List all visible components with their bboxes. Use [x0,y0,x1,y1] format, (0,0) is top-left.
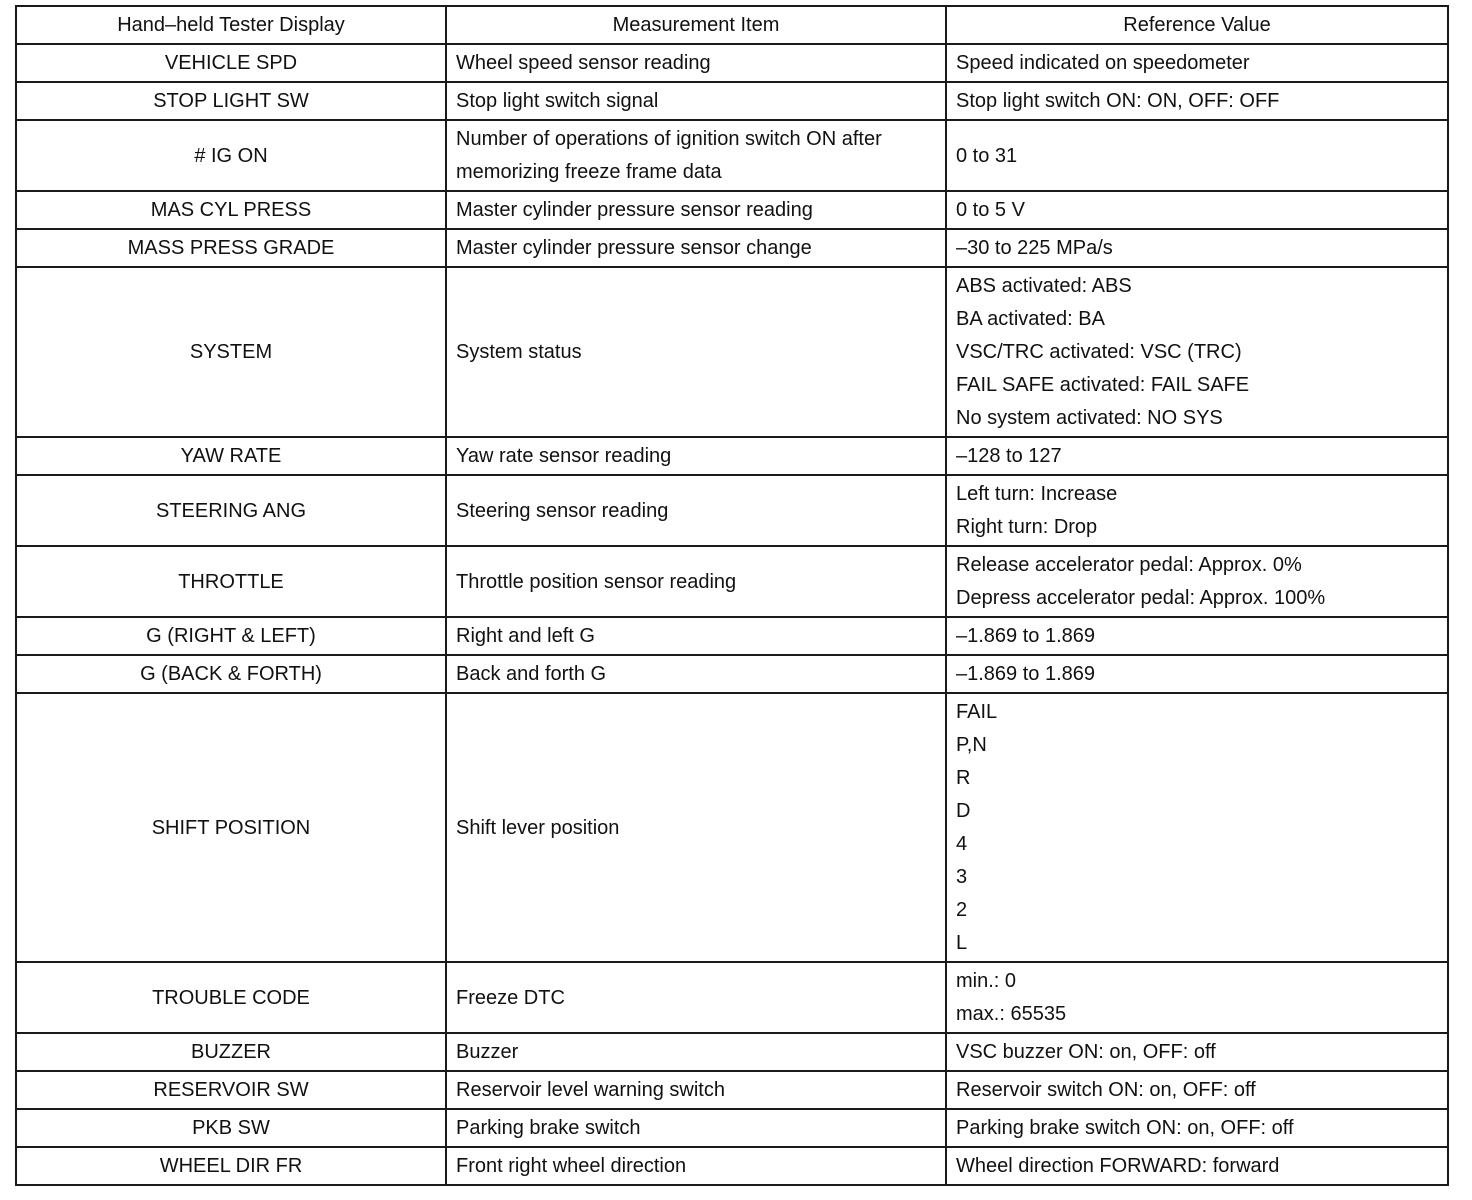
header-measurement-item: Measurement Item [446,6,946,44]
reference-value-line: No system activated: NO SYS [956,407,1223,429]
reference-value-line: VSC buzzer ON: on, OFF: off [956,1041,1216,1063]
reference-value-line: BA activated: BA [956,308,1105,330]
table-header-row [16,6,1448,44]
table-row [16,475,1448,546]
table-row [16,82,1448,120]
reference-value-line: ABS activated: ABS [956,275,1132,297]
table-row [16,1033,1448,1071]
reference-value-line: –30 to 225 MPa/s [956,237,1113,259]
measurement-item-cell: Parking brake switch [446,1109,946,1147]
tester-display-cell: STOP LIGHT SW [16,82,446,120]
reference-value-line: Parking brake switch ON: on, OFF: off [956,1117,1294,1139]
reference-value-cell [946,617,1448,655]
reference-value-cell [946,229,1448,267]
reference-value-line: Depress accelerator pedal: Approx. 100% [956,587,1326,609]
table-row [16,655,1448,693]
tester-display-cell: RESERVOIR SW [16,1071,446,1109]
table-row [16,962,1448,1033]
tester-display-cell: SHIFT POSITION [16,693,446,962]
tester-display-cell: G (RIGHT & LEFT) [16,617,446,655]
measurement-item-cell: Back and forth G [446,655,946,693]
reference-value-cell [946,267,1448,437]
table-row [16,693,1448,962]
measurement-item-cell: Throttle position sensor reading [446,546,946,617]
measurement-item-cell: Master cylinder pressure sensor change [446,229,946,267]
reference-value-cell [946,693,1448,962]
tester-display-cell: MAS CYL PRESS [16,191,446,229]
measurement-item-cell: Buzzer [446,1033,946,1071]
reference-value-cell [946,1109,1448,1147]
table-row [16,437,1448,475]
measurement-item-cell: Stop light switch signal [446,82,946,120]
reference-value-line: max.: 65535 [956,1003,1067,1025]
reference-value-cell [946,475,1448,546]
measurement-item-cell: Right and left G [446,617,946,655]
reference-value-line: Right turn: Drop [956,516,1098,538]
reference-value-line: 2 [956,899,968,921]
tester-display-cell: STEERING ANG [16,475,446,546]
tester-display-cell: WHEEL DIR FR [16,1147,446,1185]
measurement-item-cell: Number of operations of ignition switch ON after memorizing freeze frame data [446,120,946,191]
reference-value-cell [946,82,1448,120]
measurement-item-cell: Reservoir level warning switch [446,1071,946,1109]
reference-value-line: 0 to 31 [956,144,1018,167]
tester-display-cell: G (BACK & FORTH) [16,655,446,693]
measurement-item-cell: Steering sensor reading [446,475,946,546]
table-row [16,546,1448,617]
measurement-item-cell: Master cylinder pressure sensor reading [446,191,946,229]
reference-value-line: VSC/TRC activated: VSC (TRC) [956,341,1242,363]
reference-value-line: Release accelerator pedal: Approx. 0% [956,554,1302,576]
reference-value-cell [946,1147,1448,1185]
table-row [16,229,1448,267]
reference-value-line: –128 to 127 [956,445,1062,467]
tester-display-cell: # IG ON [16,120,446,191]
reference-value-line: –1.869 to 1.869 [956,625,1096,647]
reference-value-line: Left turn: Increase [956,483,1118,505]
measurement-item-cell: Freeze DTC [446,962,946,1033]
tester-display-cell: MASS PRESS GRADE [16,229,446,267]
reference-value-line: 3 [956,866,968,888]
measurement-item-cell: Shift lever position [446,693,946,962]
reference-value-cell [946,191,1448,229]
tester-display-cell: THROTTLE [16,546,446,617]
reference-value-line: D [956,800,971,822]
reference-value-line: min.: 0 [956,970,1017,992]
table-row [16,1071,1448,1109]
reference-value-line: R [956,767,971,789]
reference-value-line: 4 [956,833,968,855]
reference-value-line: –1.869 to 1.869 [956,663,1096,685]
reference-value-line: Speed indicated on speedometer [956,52,1250,74]
tester-display-cell: VEHICLE SPD [16,44,446,82]
tester-display-cell: YAW RATE [16,437,446,475]
reference-value-cell [946,1033,1448,1071]
header-tester-display: Hand–held Tester Display [16,6,446,44]
reference-value-cell [946,962,1448,1033]
tester-display-cell: PKB SW [16,1109,446,1147]
table-row [16,617,1448,655]
table-row [16,267,1448,437]
reference-value-line: Wheel direction FORWARD: forward [956,1155,1280,1177]
reference-value-line: P,N [956,734,987,756]
measurement-item-cell: Front right wheel direction [446,1147,946,1185]
reference-value-line: Stop light switch ON: ON, OFF: OFF [956,90,1280,112]
tester-display-cell: TROUBLE CODE [16,962,446,1033]
tester-display-cell: BUZZER [16,1033,446,1071]
reference-value-line: L [956,932,968,954]
data-monitor-table [15,5,1449,1186]
table-row [16,191,1448,229]
table-body [16,44,1448,1185]
reference-value-line: 0 to 5 V [956,199,1025,221]
measurement-item-cell: Yaw rate sensor reading [446,437,946,475]
header-reference-value: Reference Value [946,6,1448,44]
reference-value-cell [946,546,1448,617]
reference-value-line: FAIL SAFE activated: FAIL SAFE [956,374,1250,396]
reference-value-line: FAIL [956,701,998,723]
tester-display-cell: SYSTEM [16,267,446,437]
table-row [16,120,1448,191]
measurement-item-cell: System status [446,267,946,437]
reference-value-cell [946,44,1448,82]
table-row [16,1147,1448,1185]
reference-value-cell [946,655,1448,693]
reference-value-cell [946,120,1448,191]
table-row [16,44,1448,82]
reference-value-line: Reservoir switch ON: on, OFF: off [956,1079,1256,1101]
reference-value-cell [946,1071,1448,1109]
table-row [16,1109,1448,1147]
reference-value-cell [946,437,1448,475]
measurement-item-cell: Wheel speed sensor reading [446,44,946,82]
